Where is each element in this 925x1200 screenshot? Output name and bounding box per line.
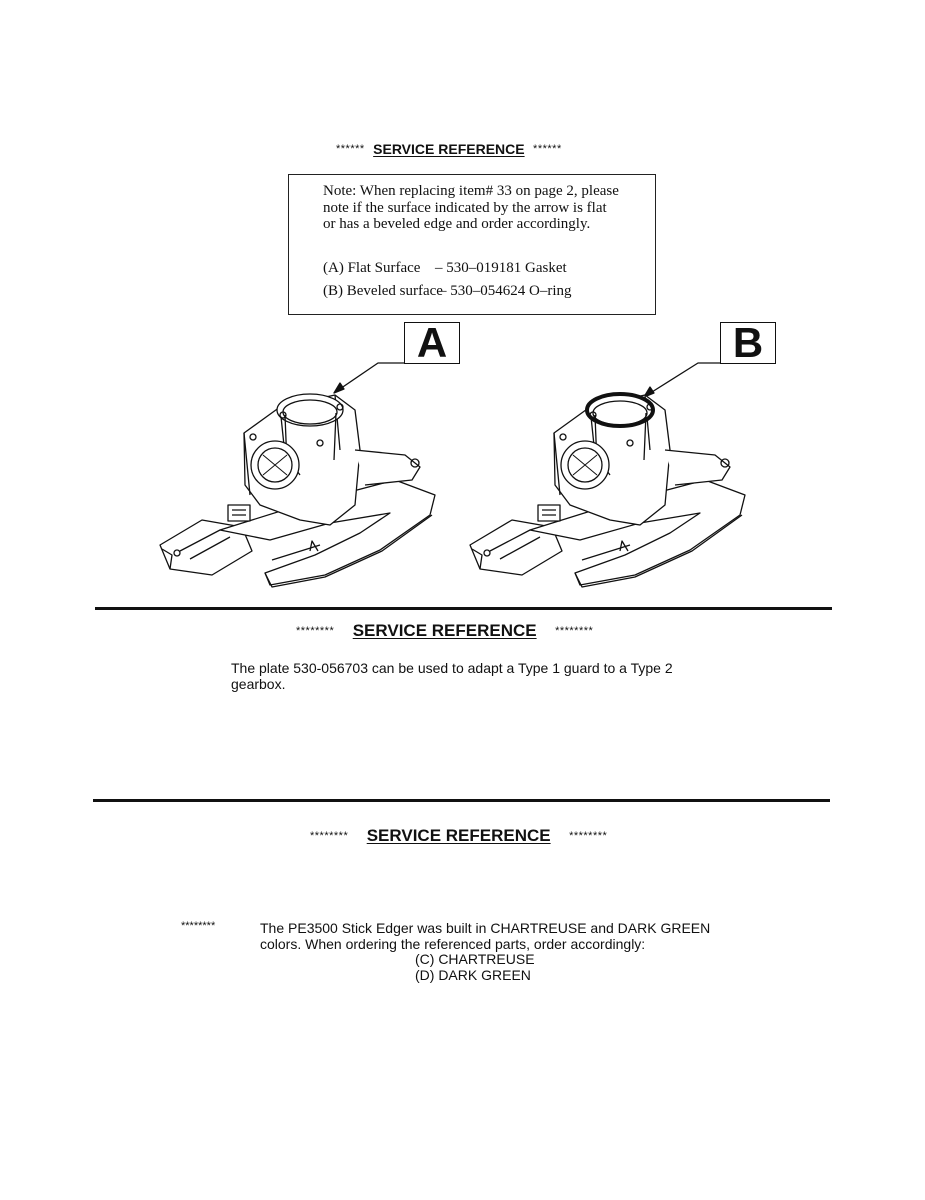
section-divider-1	[95, 607, 832, 610]
gearbox-flat-surface-drawing	[150, 355, 450, 605]
option-a-part: – 530–019181 Gasket	[435, 260, 567, 276]
section1-title: SERVICE REFERENCE	[373, 141, 525, 157]
option-a-label: (A) Flat Surface	[323, 260, 421, 276]
option-b-part: – 530–054624 O–ring	[439, 283, 572, 299]
section3-line-2: colors. When ordering the referenced parts, order accordingly:	[260, 936, 646, 952]
section2-title: SERVICE REFERENCE	[352, 621, 537, 640]
section3-marker: ********	[181, 920, 216, 932]
pointer-arrow	[644, 363, 720, 397]
section3-stars-left: ********	[310, 830, 349, 842]
section3-title: SERVICE REFERENCE	[366, 826, 551, 845]
option-b-label: (B) Beveled surface	[323, 283, 443, 299]
section2-text-line-1: The plate 530-056703 can be used to adapt a Type 1 guard to a Type 2	[231, 660, 673, 676]
section3-heading	[310, 826, 607, 846]
section2-stars-left: ********	[296, 625, 335, 637]
section2-text-line-2: gearbox.	[231, 676, 286, 692]
service-note-box	[288, 174, 656, 315]
label-b-text: B	[732, 319, 764, 366]
section1-stars-right: ******	[533, 143, 562, 155]
option-c-chartreuse: (C) CHARTREUSE	[415, 951, 535, 967]
section2-heading	[296, 621, 593, 641]
option-d-dark-green: (D) DARK GREEN	[415, 967, 531, 983]
section3-stars-right: ********	[569, 830, 608, 842]
section2-stars-right: ********	[555, 625, 594, 637]
note-line-1: Note: When replacing item# 33 on page 2, please	[323, 183, 619, 199]
note-line-2: note if the surface indicated by the arrow is flat	[323, 200, 607, 216]
section1-stars-left: ******	[336, 143, 365, 155]
section3-line-1: The PE3500 Stick Edger was built in CHARTREUSE and DARK GREEN	[260, 920, 711, 936]
label-a-text: A	[416, 319, 448, 366]
gearbox-beveled-surface-drawing	[460, 355, 760, 605]
pointer-arrow	[334, 363, 404, 393]
section-divider-2	[93, 799, 830, 802]
section1-heading	[336, 141, 562, 159]
note-line-3: or has a beveled edge and order accordingly.	[323, 216, 591, 232]
